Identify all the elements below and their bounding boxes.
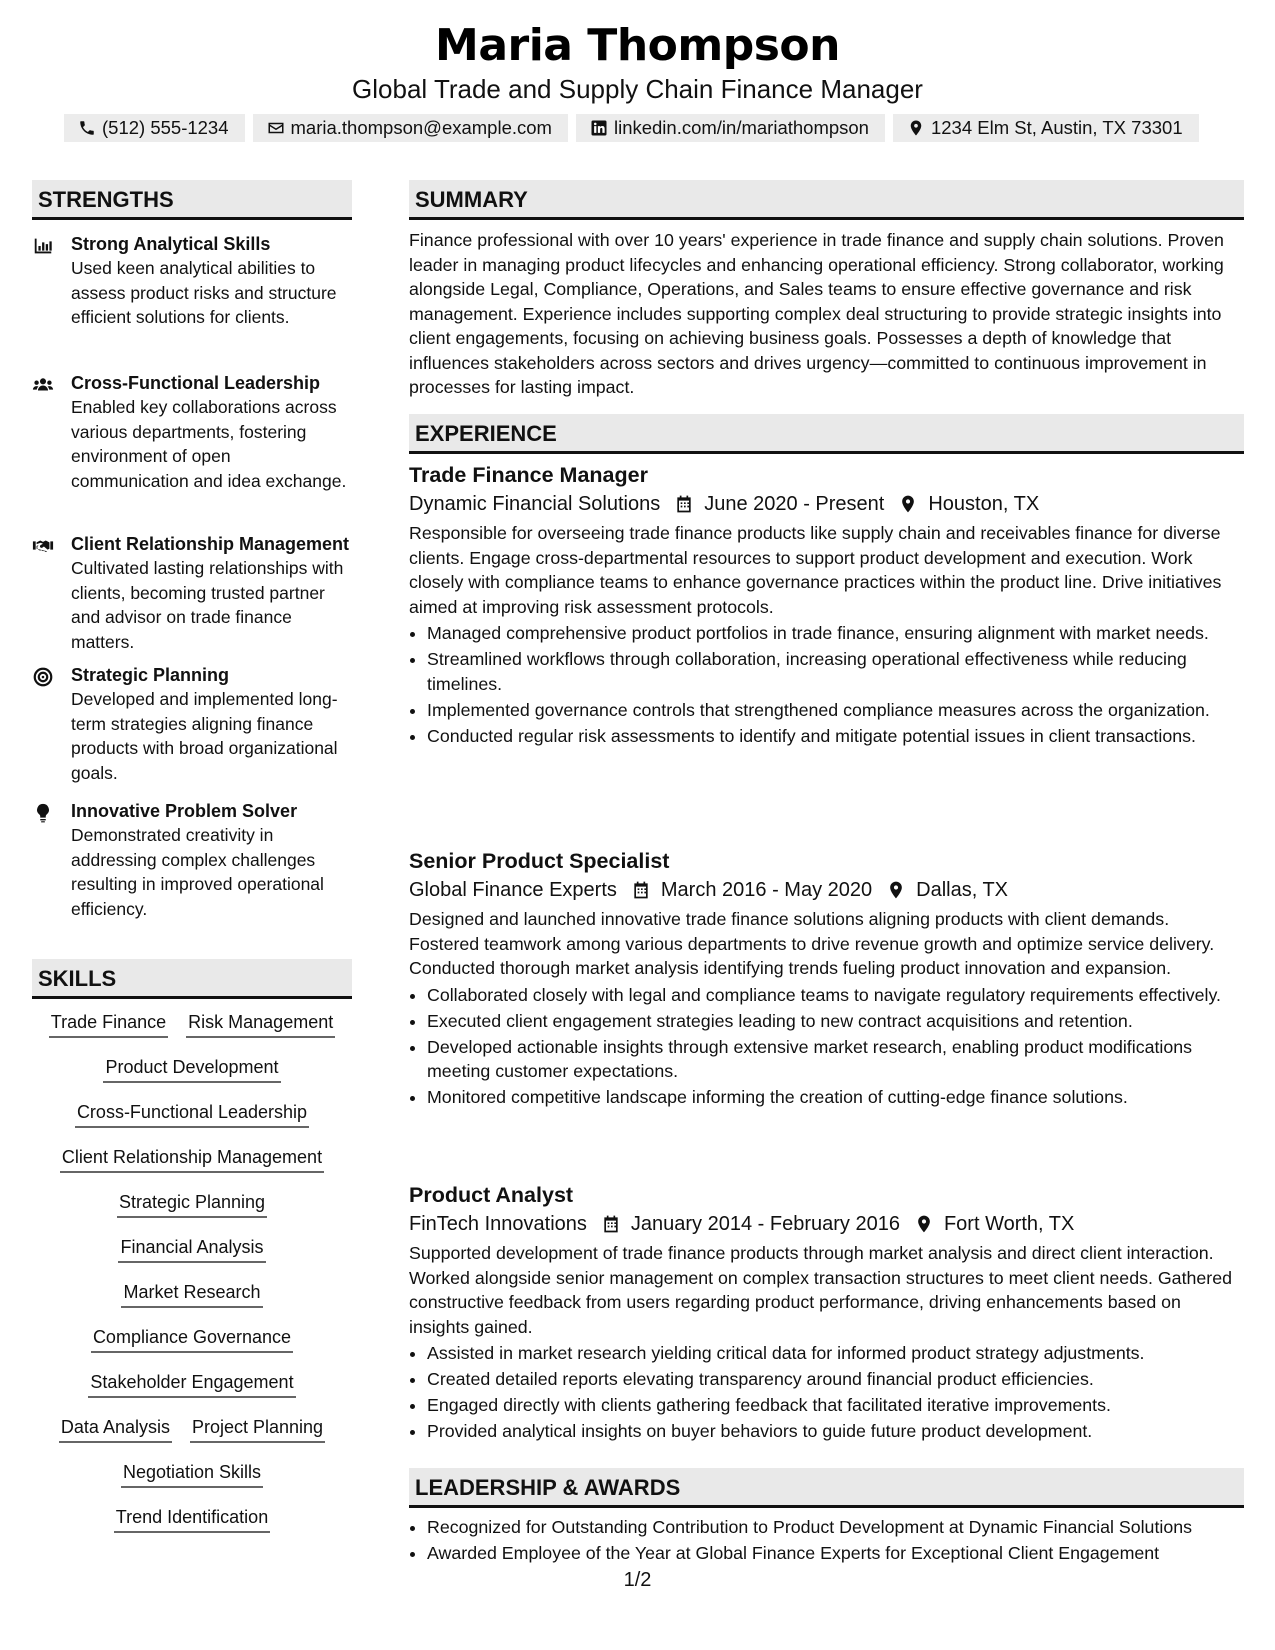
job-bullets <box>409 983 1244 1110</box>
strength-item <box>32 799 352 921</box>
bar-chart-icon <box>32 235 54 257</box>
skill-tag: Market Research <box>121 1280 262 1308</box>
strength-title: Client Relationship Management <box>71 534 350 554</box>
target-icon <box>32 666 54 688</box>
contact-email-text: maria.thompson@example.com <box>290 117 552 138</box>
job-description: Responsible for overseeing trade finance products like supply chain and receivables finance for diverse clients. Engage cross-departmental resources to support product development and execution. Work closely with compliance teams to enhance governance practices within the product line. Drive initiatives aimed at improving risk assessment protocols. <box>409 523 1222 617</box>
skill-tag: Risk Management <box>186 1010 335 1038</box>
skill-tag: Project Planning <box>190 1415 325 1443</box>
job-bullet: • Developed actionable insights through extensive market research, enabling product modifications meeting customer expectations. <box>427 1035 1244 1084</box>
skill-tag: Trend Identification <box>114 1505 270 1533</box>
strength-title: Strong Analytical Skills <box>71 234 271 254</box>
skill-row <box>32 1505 352 1550</box>
strength-title: Cross-Functional Leadership <box>71 373 321 393</box>
envelope-icon <box>267 119 285 137</box>
skill-tag: Strategic Planning <box>117 1190 267 1218</box>
contact-phone[interactable] <box>64 114 245 142</box>
job-location: Dallas, TX <box>916 879 1009 901</box>
job-entry <box>409 847 1244 1111</box>
contact-email[interactable] <box>253 114 568 142</box>
strength-item <box>32 532 352 654</box>
skill-row <box>32 1055 352 1100</box>
strength-title: Strategic Planning <box>71 665 230 685</box>
users-icon <box>32 374 54 396</box>
contact-linkedin[interactable] <box>576 114 885 142</box>
job-company: Dynamic Financial Solutions <box>409 493 661 515</box>
skill-tag: Cross-Functional Leadership <box>75 1100 309 1128</box>
job-location: Houston, TX <box>928 493 1040 515</box>
strength-desc: Enabled key collaborations across various departments, fostering environment of open communication and idea exchange. <box>71 397 347 491</box>
skills-list <box>32 1010 352 1550</box>
strength-desc: Developed and implemented long-term strategies aligning finance products with broad organizational goals. <box>71 689 338 783</box>
summary-heading: SUMMARY <box>409 180 1244 220</box>
job-bullet: • Created detailed reports elevating transparency around financial product efficiencies. <box>427 1367 1244 1392</box>
map-pin-icon <box>898 494 918 514</box>
job-description: Supported development of trade finance products through market analysis and direct client interaction. Worked alongside senior management on complex transaction structures to meet client needs. Gathered constructive feedback from users regarding product performance, driving enhancements based on insights gained. <box>409 1243 1232 1337</box>
skill-row <box>32 1370 352 1415</box>
calendar-icon <box>631 880 651 900</box>
strength-item <box>32 232 352 330</box>
experience-heading: EXPERIENCE <box>409 414 1244 454</box>
map-pin-icon <box>907 119 925 137</box>
job-description: Designed and launched innovative trade finance solutions aligning products with client demands. Fostered teamwork among various departments to drive revenue growth and optimize service delivery. Conducted thorough market analysis identifying trends fueling product innovation and expansion. <box>409 909 1215 978</box>
strength-desc: Used keen analytical abilities to assess product risks and structure efficient solutions for clients. <box>71 258 337 327</box>
job-entry <box>409 1181 1244 1445</box>
job-bullet: • Executed client engagement strategies leading to new contract acquisitions and retention. <box>427 1009 1244 1034</box>
map-pin-icon <box>914 1214 934 1234</box>
skill-row <box>32 1100 352 1145</box>
handshake-icon <box>32 535 54 557</box>
linkedin-icon <box>590 119 608 137</box>
strength-desc: Cultivated lasting relationships with clients, becoming trusted partner and advisor on trade finance matters. <box>71 558 344 652</box>
skills-heading: SKILLS <box>32 959 352 999</box>
contact-address[interactable] <box>893 114 1199 142</box>
award-item: • Recognized for Outstanding Contribution to Product Development at Dynamic Financial Solutions <box>427 1515 1244 1540</box>
job-bullet: • Monitored competitive landscape informing the creation of cutting-edge finance solutions. <box>427 1085 1244 1110</box>
phone-icon <box>78 119 96 137</box>
skill-row <box>32 1460 352 1505</box>
summary-section <box>409 228 1244 400</box>
job-company: Global Finance Experts <box>409 879 617 901</box>
skill-row <box>32 1145 352 1190</box>
job-dates: March 2016 - May 2020 <box>660 879 873 901</box>
job-bullet: • Managed comprehensive product portfolios in trade finance, ensuring alignment with market needs. <box>427 621 1244 646</box>
skill-tag: Product Development <box>103 1055 280 1083</box>
skill-row <box>32 1010 352 1055</box>
job-dates: January 2014 - February 2016 <box>630 1213 900 1235</box>
contact-linkedin-text: linkedin.com/in/mariathompson <box>613 117 869 138</box>
job-meta <box>409 875 1244 905</box>
skill-row <box>32 1325 352 1370</box>
skill-tag: Stakeholder Engagement <box>88 1370 295 1398</box>
candidate-name: Maria Thompson <box>435 20 840 71</box>
job-bullet: • Conducted regular risk assessments to identify and mitigate potential issues in client transactions. <box>427 724 1244 749</box>
summary-text: Finance professional with over 10 years' experience in trade finance and supply chain solutions. Proven leader in managing product lifecycles and enhancing operational efficiency. Strong collaborator, working alongside Legal, Compliance, Operations, and Sales teams to ensure effective governance and risk management. Experience includes supporting complex deal structuring to provide strategic insights into client engagements, focusing on achieving business goals. Possesses a depth of knowledge that influences stakeholders across sectors and drives urgency—committed to continuous improvement in processes for lasting impact. <box>409 230 1224 397</box>
job-entry <box>409 461 1244 750</box>
lightbulb-icon <box>32 802 54 824</box>
job-bullet: • Assisted in market research yielding critical data for informed product strategy adjustments. <box>427 1341 1244 1366</box>
strength-item <box>32 663 352 785</box>
candidate-title: Global Trade and Supply Chain Finance Manager <box>352 74 923 104</box>
strength-title: Innovative Problem Solver <box>71 801 298 821</box>
job-dates: June 2020 - Present <box>704 493 885 515</box>
skill-tag: Negotiation Skills <box>121 1460 263 1488</box>
skill-row <box>32 1190 352 1235</box>
skill-tag: Compliance Governance <box>91 1325 293 1353</box>
job-bullets <box>409 621 1244 748</box>
job-meta <box>409 489 1244 519</box>
strengths-heading: STRENGTHS <box>32 180 352 220</box>
job-title: Product Analyst <box>409 1183 574 1207</box>
map-pin-icon <box>886 880 906 900</box>
contact-bar <box>64 114 1214 142</box>
job-bullet: • Streamlined workflows through collaboration, increasing operational effectiveness while reducing timelines. <box>427 647 1244 696</box>
skill-row <box>32 1235 352 1280</box>
job-bullet: • Collaborated closely with legal and compliance teams to navigate regulatory requirements effectively. <box>427 983 1244 1008</box>
job-bullet: • Provided analytical insights on buyer behaviors to guide future product development. <box>427 1419 1244 1444</box>
awards-section <box>409 1515 1244 1567</box>
skill-tag: Client Relationship Management <box>60 1145 324 1173</box>
job-company: FinTech Innovations <box>409 1213 587 1235</box>
job-meta <box>409 1209 1244 1239</box>
job-title: Senior Product Specialist <box>409 849 670 873</box>
strength-desc: Demonstrated creativity in addressing complex challenges resulting in improved operational efficiency. <box>71 825 324 919</box>
skill-row <box>32 1280 352 1325</box>
skill-tag: Financial Analysis <box>118 1235 265 1263</box>
contact-phone-text: (512) 555-1234 <box>102 117 229 138</box>
job-location: Fort Worth, TX <box>943 1213 1075 1235</box>
calendar-icon <box>674 494 694 514</box>
calendar-icon <box>601 1214 621 1234</box>
job-title: Trade Finance Manager <box>409 463 648 487</box>
job-bullet: • Implemented governance controls that strengthened compliance measures across the organization. <box>427 698 1244 723</box>
skill-tag: Trade Finance <box>49 1010 168 1038</box>
skill-tag: Data Analysis <box>59 1415 172 1443</box>
job-bullets <box>409 1341 1244 1444</box>
awards-list <box>409 1515 1244 1566</box>
job-bullet: • Engaged directly with clients gathering feedback that facilitated iterative improvements. <box>427 1393 1244 1418</box>
contact-address-text: 1234 Elm St, Austin, TX 73301 <box>930 117 1183 138</box>
page-number: 1/2 <box>623 1569 652 1591</box>
strength-item <box>32 371 352 493</box>
skill-row <box>32 1415 352 1460</box>
award-item: • Awarded Employee of the Year at Global Finance Experts for Exceptional Client Engagement <box>427 1541 1244 1566</box>
awards-heading: LEADERSHIP & AWARDS <box>409 1468 1244 1508</box>
